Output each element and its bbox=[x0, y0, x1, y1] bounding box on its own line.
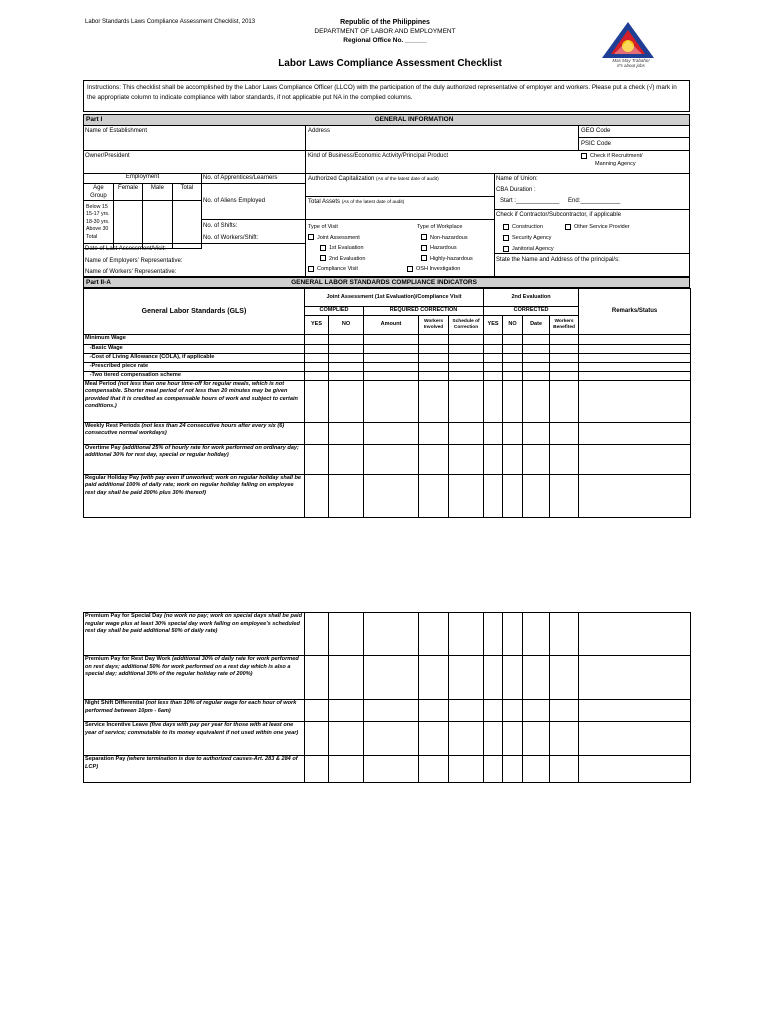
entry-cell[interactable] bbox=[503, 362, 523, 371]
entry-cell[interactable] bbox=[364, 700, 419, 722]
entry-cell[interactable] bbox=[449, 371, 484, 380]
entry-cell[interactable] bbox=[550, 444, 579, 474]
entry-cell[interactable] bbox=[419, 700, 449, 722]
entry-cell[interactable] bbox=[484, 474, 503, 517]
entry-cell[interactable] bbox=[503, 422, 523, 444]
checkbox[interactable] bbox=[320, 245, 326, 251]
employment-table bbox=[84, 173, 202, 249]
entry-cell[interactable] bbox=[550, 613, 579, 656]
instructions: Instructions: This checklist shall be accomplished by the Labor Laws Compliance Officer (LLCO) with the participation of the duly authorized representative of employer and workers. Please put a check (√) mark in the appropriate column to indicate compliance with labor standards, if not applicable put NA in the complied columns. bbox=[83, 80, 690, 112]
entry-cell[interactable] bbox=[503, 474, 523, 517]
entry-cell[interactable] bbox=[329, 656, 364, 700]
entry-cell[interactable] bbox=[449, 353, 484, 362]
logo-caption-1: Mas May Trabaho! bbox=[612, 58, 650, 63]
entry-cell[interactable] bbox=[523, 474, 550, 517]
total-header: Total bbox=[172, 183, 201, 200]
table-row bbox=[84, 344, 691, 353]
kind-of-business-label: Kind of Business/Economic Activity/Principal Product bbox=[308, 153, 449, 159]
entry-cell[interactable] bbox=[550, 371, 579, 380]
entry-cell[interactable] bbox=[364, 334, 419, 344]
entry-cell[interactable] bbox=[305, 380, 329, 422]
workplace-option[interactable]: Hazardous bbox=[417, 243, 473, 254]
entry-cell[interactable] bbox=[449, 474, 484, 517]
indicator-title: Separation Pay bbox=[85, 756, 126, 762]
address-label: Address bbox=[308, 128, 331, 134]
female-header: Female bbox=[113, 183, 142, 200]
indicator-label bbox=[84, 334, 305, 344]
checkbox[interactable] bbox=[320, 255, 326, 261]
entry-cell[interactable] bbox=[550, 700, 579, 722]
contractor-options bbox=[503, 222, 554, 255]
age-row: Below 15 bbox=[86, 203, 108, 210]
entry-cell[interactable] bbox=[579, 756, 691, 783]
indicator-title: Meal Period bbox=[85, 380, 117, 387]
age-row: Above 30 bbox=[86, 226, 109, 232]
entry-cell[interactable] bbox=[419, 380, 449, 422]
entry-cell[interactable] bbox=[364, 656, 419, 700]
joint-assessment-header: Joint Assessment (1st Evaluation)/Compliance Visit bbox=[305, 289, 484, 307]
indicator-label bbox=[84, 700, 305, 722]
shifts-label: No. of Shifts: bbox=[203, 223, 238, 229]
entry-cell[interactable] bbox=[484, 362, 503, 371]
date-header: Date bbox=[523, 315, 550, 334]
entry-cell[interactable] bbox=[364, 613, 419, 656]
recruitment-agency-check[interactable] bbox=[581, 152, 643, 168]
checkbox[interactable] bbox=[503, 235, 509, 241]
age-row: 15-17 yrs. bbox=[86, 211, 110, 217]
entry-cell[interactable] bbox=[523, 613, 550, 656]
entry-cell[interactable] bbox=[579, 656, 691, 700]
entry-cell[interactable] bbox=[523, 656, 550, 700]
entry-cell[interactable] bbox=[579, 474, 691, 517]
schedule-correction-header: Schedule of Correction bbox=[449, 315, 484, 334]
entry-cell[interactable] bbox=[579, 422, 691, 444]
indicator-label bbox=[84, 756, 305, 783]
employers-rep-label: Name of Employers' Representative: bbox=[85, 258, 183, 264]
entry-cell[interactable] bbox=[503, 756, 523, 783]
entry-cell[interactable] bbox=[550, 353, 579, 362]
age-row: Total bbox=[86, 233, 98, 240]
table-row bbox=[84, 613, 691, 656]
entry-cell[interactable] bbox=[305, 700, 329, 722]
indicator-label bbox=[84, 380, 305, 422]
entry-cell[interactable] bbox=[419, 444, 449, 474]
manning-agency-label: Manning Agency bbox=[595, 161, 636, 167]
entry-cell[interactable] bbox=[449, 700, 484, 722]
entry-cell[interactable] bbox=[329, 444, 364, 474]
entry-cell[interactable] bbox=[305, 474, 329, 517]
female-cell[interactable] bbox=[113, 200, 142, 248]
indicator-label bbox=[84, 362, 305, 371]
entry-cell[interactable] bbox=[523, 700, 550, 722]
entry-cell[interactable] bbox=[419, 334, 449, 344]
entry-cell[interactable] bbox=[419, 422, 449, 444]
workers-shift-label: No. of Workers/Shift: bbox=[203, 235, 259, 241]
entry-cell[interactable] bbox=[579, 334, 691, 344]
indicator-title: -Basic Wage bbox=[85, 344, 123, 351]
checkbox[interactable] bbox=[503, 246, 509, 252]
entry-cell[interactable] bbox=[484, 722, 503, 756]
entry-cell[interactable] bbox=[449, 722, 484, 756]
contractor-option[interactable]: Construction bbox=[503, 222, 554, 233]
entry-cell[interactable] bbox=[550, 344, 579, 353]
psic-code-label: PSIC Code bbox=[581, 141, 612, 147]
indicator-title: Minimum Wage bbox=[85, 334, 126, 341]
indicator-description: (additional 30% of daily rate for work performed on rest days; additional 50% for work performed on a rest day which is also a special day; additional 30% of the regular holiday rate of 200%) bbox=[85, 656, 299, 677]
entry-cell[interactable] bbox=[550, 362, 579, 371]
entry-cell[interactable] bbox=[550, 722, 579, 756]
entry-cell[interactable] bbox=[523, 756, 550, 783]
entry-cell[interactable] bbox=[419, 722, 449, 756]
entry-cell[interactable] bbox=[503, 722, 523, 756]
entry-cell[interactable] bbox=[523, 422, 550, 444]
entry-cell[interactable] bbox=[364, 353, 419, 362]
entry-cell[interactable] bbox=[579, 380, 691, 422]
entry-cell[interactable] bbox=[305, 362, 329, 371]
workplace-option[interactable]: OSH Investigation bbox=[407, 264, 473, 275]
yes-header: YES bbox=[305, 315, 329, 334]
type-of-workplace-group bbox=[417, 222, 473, 275]
no-header: NO bbox=[503, 315, 523, 334]
gls-table-bottom bbox=[83, 612, 691, 783]
entry-cell[interactable] bbox=[305, 656, 329, 700]
entry-cell[interactable] bbox=[329, 756, 364, 783]
type-of-visit-group bbox=[308, 222, 365, 275]
entry-cell[interactable] bbox=[329, 422, 364, 444]
table-row bbox=[84, 756, 691, 783]
indicator-label bbox=[84, 353, 305, 362]
entry-cell[interactable] bbox=[364, 344, 419, 353]
visit-option[interactable]: 1st Evaluation bbox=[308, 243, 365, 254]
entry-cell[interactable] bbox=[329, 474, 364, 517]
page-title: Labor Laws Compliance Assessment Checklist bbox=[278, 58, 502, 69]
entry-cell[interactable] bbox=[449, 344, 484, 353]
checkbox[interactable] bbox=[308, 234, 314, 240]
required-correction-header: REQUIRED CORRECTION bbox=[364, 307, 484, 316]
indicator-title: Night Shift Differential bbox=[85, 700, 145, 706]
age-rows bbox=[84, 200, 113, 248]
entry-cell[interactable] bbox=[484, 380, 503, 422]
entry-cell[interactable] bbox=[484, 613, 503, 656]
entry-cell[interactable] bbox=[484, 353, 503, 362]
regional-office: Regional Office No. ______ bbox=[343, 37, 427, 44]
indicator-label bbox=[84, 422, 305, 444]
dole-logo bbox=[597, 20, 659, 70]
second-evaluation-header: 2nd Evaluation bbox=[484, 289, 579, 307]
entry-cell[interactable] bbox=[305, 756, 329, 783]
entry-cell[interactable] bbox=[449, 656, 484, 700]
entry-cell[interactable] bbox=[329, 722, 364, 756]
entry-cell[interactable] bbox=[503, 371, 523, 380]
complied-header: COMPLIED bbox=[305, 307, 364, 316]
entry-cell[interactable] bbox=[364, 362, 419, 371]
entry-cell[interactable] bbox=[329, 700, 364, 722]
indicator-description: (where termination is due to authorized causes-Art. 283 & 284 of LCP) bbox=[85, 756, 298, 770]
entry-cell[interactable] bbox=[484, 700, 503, 722]
entry-cell[interactable] bbox=[579, 722, 691, 756]
entry-cell[interactable] bbox=[329, 380, 364, 422]
entry-cell[interactable] bbox=[329, 362, 364, 371]
employment-heading: Employment bbox=[84, 173, 202, 183]
entry-cell[interactable] bbox=[503, 444, 523, 474]
no-header: NO bbox=[329, 315, 364, 334]
type-of-visit-label: Type of Visit bbox=[308, 224, 338, 230]
checkbox[interactable] bbox=[407, 266, 413, 272]
workplace-option[interactable]: Non-hazardous bbox=[417, 233, 473, 244]
age-row: 18-30 yrs. bbox=[86, 218, 110, 225]
indicator-description: (not less than 10% of regular wage for each hour of work performed between 10pm - 6am) bbox=[85, 700, 297, 714]
indicator-title: Overtime Pay bbox=[85, 444, 121, 451]
part2a-heading: GENERAL LABOR STANDARDS COMPLIANCE INDICATORS bbox=[291, 279, 477, 286]
entry-cell[interactable] bbox=[305, 371, 329, 380]
visit-option[interactable]: Joint Assessment bbox=[308, 233, 365, 244]
contractor-option[interactable]: Janitorial Agency bbox=[503, 244, 554, 255]
entry-cell[interactable] bbox=[364, 422, 419, 444]
entry-cell[interactable] bbox=[419, 474, 449, 517]
last-assessment-label: Date of Last Assessment/Visit: bbox=[85, 246, 166, 252]
indicator-label bbox=[84, 613, 305, 656]
entry-cell[interactable] bbox=[550, 422, 579, 444]
entry-cell[interactable] bbox=[484, 344, 503, 353]
name-of-establishment-label: Name of Establishment bbox=[85, 128, 148, 134]
entry-cell[interactable] bbox=[305, 613, 329, 656]
entry-cell[interactable] bbox=[550, 474, 579, 517]
indicator-label bbox=[84, 656, 305, 700]
entry-cell[interactable] bbox=[503, 656, 523, 700]
entry-cell[interactable] bbox=[523, 722, 550, 756]
recruitment-label: Check if Recruitment/ bbox=[590, 153, 643, 159]
entry-cell[interactable] bbox=[503, 380, 523, 422]
entry-cell[interactable] bbox=[419, 756, 449, 783]
entry-cell[interactable] bbox=[364, 722, 419, 756]
entry-cell[interactable] bbox=[305, 444, 329, 474]
indicator-title: Weekly Rest Periods bbox=[85, 422, 140, 429]
part1-band bbox=[84, 115, 689, 126]
entry-cell[interactable] bbox=[449, 756, 484, 783]
entry-cell[interactable] bbox=[329, 334, 364, 344]
entry-cell[interactable] bbox=[550, 380, 579, 422]
indicator-description: (five days with pay per year for those with at least one year of service; commutable to its money equivalent if not used within one year) bbox=[85, 722, 299, 736]
indicator-title: -Two tiered compensation scheme bbox=[85, 371, 181, 378]
checkbox[interactable] bbox=[421, 255, 427, 261]
total-assets-label: Total Assets (As of the latest date of audit) bbox=[308, 199, 405, 205]
entry-cell[interactable] bbox=[305, 334, 329, 344]
contractor-option[interactable]: Security Agency bbox=[503, 233, 554, 244]
entry-cell[interactable] bbox=[364, 756, 419, 783]
entry-cell[interactable] bbox=[305, 344, 329, 353]
workers-involved-header: Workers Involved bbox=[419, 315, 449, 334]
indicator-title: Premium Pay for Special Day bbox=[85, 613, 163, 619]
table-row bbox=[84, 722, 691, 756]
yes-header: YES bbox=[484, 315, 503, 334]
logo-caption-2: It's about jobs bbox=[617, 63, 645, 68]
visit-option[interactable]: Compliance Visit bbox=[308, 264, 365, 275]
entry-cell[interactable] bbox=[449, 613, 484, 656]
contractor-check-label: Check if Contractor/Subcontractor, if applicable bbox=[496, 212, 622, 218]
entry-cell[interactable] bbox=[329, 344, 364, 353]
entry-cell[interactable] bbox=[305, 353, 329, 362]
checkbox[interactable] bbox=[503, 224, 509, 230]
authorized-capitalization-label: Authorized Capitalization (As of the latest date of audit) bbox=[308, 176, 439, 182]
letterhead bbox=[280, 18, 490, 45]
aliens-label: No. of Aliens Employed bbox=[203, 198, 266, 204]
part1-heading: GENERAL INFORMATION bbox=[374, 116, 454, 123]
entry-cell[interactable] bbox=[329, 353, 364, 362]
entry-cell[interactable] bbox=[503, 700, 523, 722]
entry-cell[interactable] bbox=[449, 380, 484, 422]
entry-cell[interactable] bbox=[305, 422, 329, 444]
entry-cell[interactable] bbox=[579, 344, 691, 353]
entry-cell[interactable] bbox=[419, 353, 449, 362]
entry-cell[interactable] bbox=[503, 344, 523, 353]
entry-cell[interactable] bbox=[484, 371, 503, 380]
male-header: Male bbox=[143, 183, 172, 200]
indicator-label bbox=[84, 371, 305, 380]
indicator-description: (additional 25% of hourly rate for work performed on ordinary day; additional 30% for rest day, special or regular holiday) bbox=[85, 444, 299, 458]
entry-cell[interactable] bbox=[579, 362, 691, 371]
table-row bbox=[84, 474, 691, 517]
entry-cell[interactable] bbox=[305, 722, 329, 756]
cba-end[interactable]: End:____________ bbox=[568, 198, 621, 204]
indicator-label bbox=[84, 474, 305, 517]
table-row bbox=[84, 656, 691, 700]
indicator-title: Regular Holiday Pay bbox=[85, 474, 140, 481]
entry-cell[interactable] bbox=[484, 422, 503, 444]
entry-cell[interactable] bbox=[449, 334, 484, 344]
part2a-band bbox=[83, 277, 690, 288]
workers-rep-label: Name of Workers' Representative: bbox=[85, 269, 177, 275]
principal-label: State the Name and Address of the principal/s: bbox=[496, 257, 620, 263]
entry-cell[interactable] bbox=[523, 371, 550, 380]
checkbox[interactable] bbox=[421, 234, 427, 240]
apprentices-label: No. of Apprentices/Learners bbox=[203, 175, 278, 181]
indicator-title: -Cost of Living Allowance (COLA), if applicable bbox=[85, 353, 215, 360]
entry-cell[interactable] bbox=[579, 444, 691, 474]
part1-label: Part I bbox=[86, 116, 103, 123]
entry-cell[interactable] bbox=[523, 362, 550, 371]
entry-cell[interactable] bbox=[419, 362, 449, 371]
corrected-header: CORRECTED bbox=[484, 307, 579, 316]
entry-cell[interactable] bbox=[503, 613, 523, 656]
table-row bbox=[84, 371, 691, 380]
entry-cell[interactable] bbox=[523, 353, 550, 362]
geo-code-label: GEO Code bbox=[581, 128, 611, 134]
table-row bbox=[84, 362, 691, 371]
entry-cell[interactable] bbox=[449, 422, 484, 444]
entry-cell[interactable] bbox=[503, 353, 523, 362]
part2a-label: Part II-A bbox=[86, 279, 111, 286]
visit-option[interactable]: 2nd Evaluation bbox=[308, 254, 365, 265]
entry-cell[interactable] bbox=[364, 444, 419, 474]
table-row bbox=[84, 334, 691, 344]
indicator-label bbox=[84, 722, 305, 756]
table-row bbox=[84, 380, 691, 422]
table-row bbox=[84, 700, 691, 722]
workplace-option[interactable]: Highly-hazardous bbox=[417, 254, 473, 265]
workers-benefited-header: Workers Benefited bbox=[550, 315, 579, 334]
table-row bbox=[84, 353, 691, 362]
entry-cell[interactable] bbox=[484, 444, 503, 474]
checkbox[interactable] bbox=[421, 245, 427, 251]
indicator-description: (not less than 24 consecutive hours after every six (6) consecutive normal workdays) bbox=[85, 422, 285, 436]
entry-cell[interactable] bbox=[449, 444, 484, 474]
entry-cell[interactable] bbox=[550, 656, 579, 700]
gls-table-top bbox=[83, 288, 691, 518]
general-information-section bbox=[83, 114, 690, 277]
amount-header: Amount bbox=[364, 315, 419, 334]
indicator-title: Premium Pay for Rest Day Work bbox=[85, 656, 171, 662]
department-heading: DEPARTMENT OF LABOR AND EMPLOYMENT bbox=[314, 28, 456, 35]
entry-cell[interactable] bbox=[550, 756, 579, 783]
entry-cell[interactable] bbox=[579, 371, 691, 380]
type-of-workplace-label: Type of Workplace bbox=[417, 224, 463, 230]
document-reference: Labor Standards Laws Compliance Assessment Checklist, 2013 bbox=[85, 19, 256, 25]
entry-cell[interactable] bbox=[503, 334, 523, 344]
indicator-title: -Prescribed piece rate bbox=[85, 362, 149, 369]
entry-cell[interactable] bbox=[523, 344, 550, 353]
entry-cell[interactable] bbox=[329, 613, 364, 656]
indicator-label bbox=[84, 444, 305, 474]
age-group-header: Age Group bbox=[84, 183, 113, 200]
indicator-description: (not less than one hour time-off for regular meals, which is not compensable. Shorter meal period of not less than 20 minutes may be given provided that it is credited as compensable hours of work and subject to certain conditions.) bbox=[85, 380, 298, 409]
cba-start[interactable]: Start :_____________ bbox=[500, 198, 560, 204]
entry-cell[interactable] bbox=[364, 371, 419, 380]
owner-label: Owner/President bbox=[85, 153, 130, 159]
entry-cell[interactable] bbox=[523, 444, 550, 474]
male-cell[interactable] bbox=[143, 200, 172, 248]
entry-cell[interactable] bbox=[523, 380, 550, 422]
entry-cell[interactable] bbox=[364, 474, 419, 517]
entry-cell[interactable] bbox=[523, 334, 550, 344]
entry-cell[interactable] bbox=[419, 371, 449, 380]
entry-cell[interactable] bbox=[364, 380, 419, 422]
entry-cell[interactable] bbox=[550, 334, 579, 344]
table-row bbox=[84, 444, 691, 474]
entry-cell[interactable] bbox=[419, 613, 449, 656]
entry-cell[interactable] bbox=[579, 353, 691, 362]
remarks-header: Remarks/Status bbox=[579, 289, 691, 335]
entry-cell[interactable] bbox=[449, 362, 484, 371]
entry-cell[interactable] bbox=[484, 334, 503, 344]
entry-cell[interactable] bbox=[419, 656, 449, 700]
entry-cell[interactable] bbox=[579, 613, 691, 656]
contractor-option[interactable]: Other Service Provider bbox=[565, 222, 630, 233]
indicator-description: (no work no pay; work on special days shall be paid regular wage plus at least 30% special day work falling on employee's scheduled rest day shall be paid additional 50% of daily rate) bbox=[85, 613, 302, 634]
indicator-label bbox=[84, 344, 305, 353]
union-label: Name of Union: bbox=[496, 176, 538, 182]
cba-duration-label: CBA Duration : bbox=[496, 187, 536, 193]
table-row bbox=[84, 422, 691, 444]
indicator-description: (with pay even if unworked; work on regular holiday shall be paid additional 100% of daily rate; work on regular holiday falling on employee rest day shall be paid 200% plus 30% thereof) bbox=[85, 474, 302, 496]
checkbox[interactable] bbox=[308, 266, 314, 272]
total-cell[interactable] bbox=[172, 200, 201, 248]
entry-cell[interactable] bbox=[579, 700, 691, 722]
republic-heading: Republic of the Philippines bbox=[340, 19, 430, 26]
entry-cell[interactable] bbox=[329, 371, 364, 380]
entry-cell[interactable] bbox=[484, 656, 503, 700]
gls-heading: General Labor Standards (GLS) bbox=[84, 289, 305, 335]
recruitment-checkbox[interactable] bbox=[581, 153, 587, 159]
entry-cell[interactable] bbox=[484, 756, 503, 783]
checkbox[interactable] bbox=[565, 224, 571, 230]
indicator-title: Service Incentive Leave bbox=[85, 722, 149, 728]
entry-cell[interactable] bbox=[419, 344, 449, 353]
